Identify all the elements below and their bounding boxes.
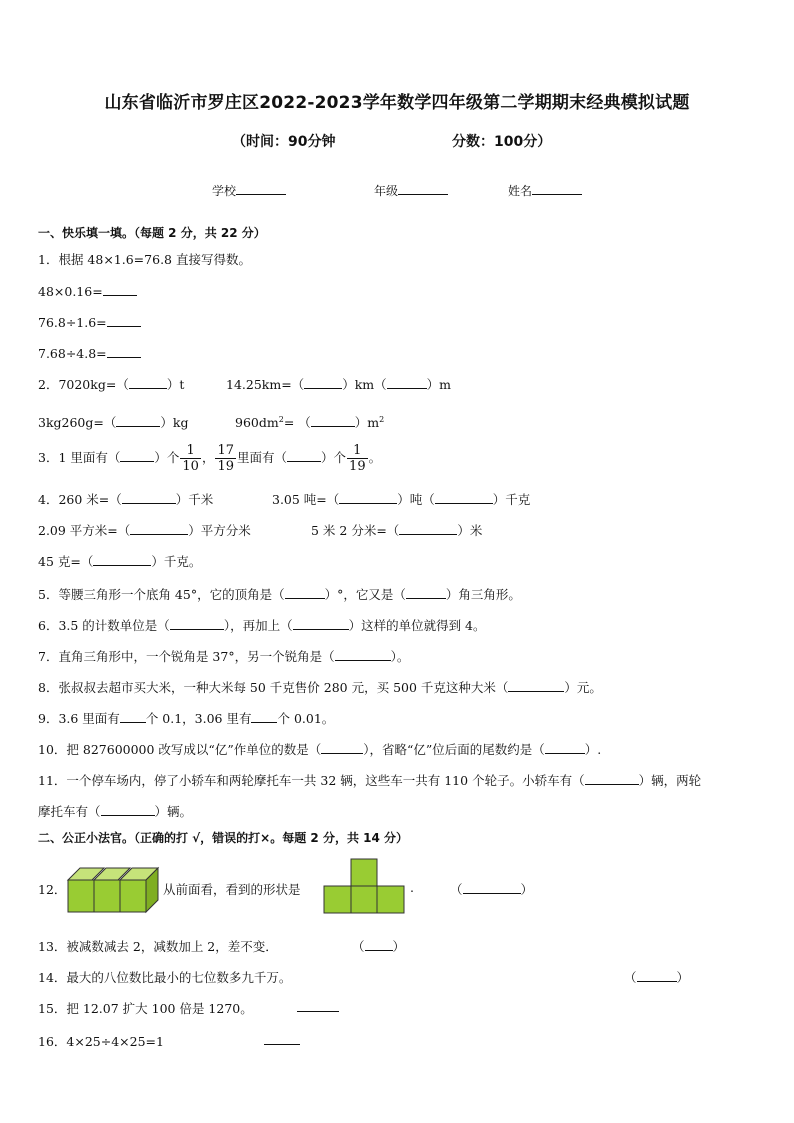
- q2-d: [235, 413, 384, 431]
- q9-p1: 9．3.6 里面有: [38, 711, 120, 726]
- q14-answer[interactable]: [624, 968, 689, 986]
- q6-p3: ）这样的单位就得到 4。: [348, 618, 486, 633]
- q13-blank[interactable]: [365, 938, 393, 951]
- front-view-figure: [322, 858, 406, 914]
- q4-b-right: ）千克: [492, 492, 531, 507]
- name-field[interactable]: [508, 182, 582, 199]
- q1-a-text: 48×0.16=: [38, 284, 103, 299]
- q4-b-mid: ）吨（: [397, 492, 435, 507]
- q1-c: [38, 345, 141, 361]
- q4-e: [38, 552, 201, 570]
- q4-a-left: 4．260 米=（: [38, 492, 122, 507]
- q5: [38, 585, 521, 603]
- grade-blank[interactable]: [398, 182, 448, 195]
- school-field[interactable]: [212, 182, 286, 199]
- q8-p1: 8．张叔叔去超市买大米，一种大米每 50 千克售价 280 元，买 500 千克这种大米（: [38, 680, 509, 695]
- q3-p1: 3．1 里面有（: [38, 450, 121, 465]
- q10-p2: ），省略“亿”位后面的尾数约是（: [363, 742, 545, 757]
- q7-p1: 7．直角三角形中，一个锐角是 37°，另一个锐角是（: [38, 649, 335, 664]
- q2-d-mid: = （: [283, 415, 311, 430]
- q5-p2: ）°，它又是（: [324, 587, 406, 602]
- q4-c-right: ）平方分米: [188, 523, 251, 538]
- q2-b-mid: ）km（: [342, 377, 387, 392]
- q16-answer[interactable]: [264, 1032, 300, 1048]
- q2-c: [38, 413, 188, 431]
- q11-p1: 11．一个停车场内，停了小轿车和两轮摩托车一共 32 辆，这些车一共有 110 个轮子。小轿车有（: [38, 773, 585, 788]
- q2-b-right: ）m: [426, 377, 451, 392]
- q4-d: [311, 521, 482, 539]
- q2-d-sup: 2: [278, 414, 284, 424]
- section-2-heading: 二、公正小法官。（正确的打 √，错误的打×。每题 2 分，共 14 分）: [38, 831, 408, 845]
- q3-p6: 。: [368, 450, 382, 465]
- q2-d-sup-2: 2: [379, 414, 385, 424]
- q5-p1: 5．等腰三角形一个底角 45°，它的顶角是（: [38, 587, 285, 602]
- cube-stack-figure: [66, 866, 162, 914]
- q7-blank[interactable]: [335, 648, 391, 661]
- q4-a: [38, 490, 213, 508]
- q6-blank-1[interactable]: [170, 617, 224, 630]
- q10-p3: ）.: [584, 742, 602, 757]
- q9-blank-1[interactable]: [120, 710, 146, 723]
- q12-blank[interactable]: [463, 881, 521, 894]
- q16-text: 16．4×25÷4×25=1: [38, 1034, 164, 1049]
- q2-c-left: 3kg260g=（: [38, 415, 117, 430]
- q1-c-blank[interactable]: [107, 345, 141, 358]
- q12-dot: .: [410, 880, 414, 895]
- q4-a-blank[interactable]: [122, 491, 176, 504]
- exam-time: （时间：90分钟: [232, 134, 336, 150]
- q12-text: 从前面看，看到的形状是: [163, 882, 301, 897]
- q3-blank-2[interactable]: [287, 449, 321, 462]
- school-label: 学校: [212, 184, 237, 198]
- front-view-squares: [324, 859, 404, 913]
- q6-blank-2[interactable]: [293, 617, 349, 630]
- grade-field[interactable]: [374, 182, 448, 199]
- q14-blank[interactable]: [637, 969, 677, 982]
- q15-blank[interactable]: [297, 999, 339, 1012]
- q15-answer[interactable]: [297, 999, 339, 1015]
- q2-a-blank[interactable]: [129, 376, 167, 389]
- section-1-heading: 一、快乐填一填。（每题 2 分，共 22 分）: [38, 226, 266, 240]
- q2-c-blank[interactable]: [116, 414, 160, 427]
- q2-d-right: ）m: [354, 415, 380, 430]
- q4-a-right: ）千米: [175, 492, 214, 507]
- q4-e-blank[interactable]: [93, 553, 151, 566]
- q4-b-left: 3.05 吨=（: [272, 492, 340, 507]
- q9: [38, 709, 334, 727]
- q5-p3: ）角三角形。: [445, 587, 521, 602]
- q6-p2: ），再加上（: [223, 618, 293, 633]
- q1-b-text: 76.8÷1.6=: [38, 315, 107, 330]
- q7: [38, 647, 409, 665]
- q6: [38, 616, 486, 634]
- q2-d-blank[interactable]: [311, 414, 355, 427]
- q13-paren-left: （: [352, 939, 365, 954]
- cube-stack-front-faces: [68, 880, 146, 912]
- q10-blank-2[interactable]: [545, 741, 585, 754]
- q1-stem: 1．根据 48×1.6=76.8 直接写得数。: [38, 252, 251, 267]
- q16-blank[interactable]: [264, 1032, 300, 1045]
- q4-c-blank[interactable]: [130, 522, 188, 535]
- q2-d-left: 960dm: [235, 415, 279, 430]
- q8: [38, 678, 602, 696]
- q3-p2: ）个: [154, 450, 180, 465]
- q3-blank-1[interactable]: [120, 449, 154, 462]
- q4-e-right: ）千克。: [151, 554, 202, 569]
- q8-p2: ）元。: [564, 680, 602, 695]
- q13-answer[interactable]: [352, 937, 405, 955]
- q4-d-right: ）米: [457, 523, 483, 538]
- q10: [38, 740, 601, 758]
- q9-blank-2[interactable]: [251, 710, 277, 723]
- q4-c: [38, 521, 251, 539]
- q14-paren-right: ）: [676, 970, 690, 985]
- q14-paren-left: （: [624, 970, 637, 985]
- q3-fraction-3: [347, 444, 368, 473]
- q3-fraction-2: [215, 444, 236, 473]
- exam-score: 分数：100分）: [452, 134, 552, 150]
- q11-p2: ）辆，两轮: [638, 773, 702, 788]
- q4-b-blank-2[interactable]: [435, 491, 493, 504]
- q2-a-left: 2．7020kg=（: [38, 377, 129, 392]
- q7-p2: ）。: [390, 649, 410, 664]
- q11-line-2: [38, 802, 192, 820]
- q3-fraction-1-numerator: 1: [180, 444, 201, 459]
- q2-b-left: 14.25km=（: [226, 377, 305, 392]
- q14-text: 14．最大的八位数比最小的七位数多九千万。: [38, 970, 292, 985]
- q2-b-blank-2[interactable]: [387, 376, 427, 389]
- name-label: 姓名: [508, 184, 533, 198]
- q3-fraction-1-denominator: 10: [182, 459, 199, 474]
- q13-paren-right: ）: [392, 939, 406, 954]
- q9-p2: 个 0.1，3.06 里有: [145, 711, 252, 726]
- grade-label: 年级: [374, 184, 399, 198]
- q11-blank-2[interactable]: [101, 803, 155, 816]
- q12-paren-right: ）: [520, 882, 534, 897]
- q2-a-right: ）t: [166, 377, 185, 392]
- q2-a: [38, 375, 184, 393]
- q10-blank-1[interactable]: [321, 741, 363, 754]
- q12-number: 12．: [38, 882, 67, 897]
- q3-p4: 里面有（: [237, 450, 288, 465]
- q3-fraction-1: [180, 444, 201, 473]
- q1-c-text: 7.68÷4.8=: [38, 346, 107, 361]
- q9-p3: 个 0.01。: [277, 711, 335, 726]
- q4-b-blank-1[interactable]: [339, 491, 397, 504]
- q1-a-blank[interactable]: [103, 283, 137, 296]
- q4-c-left: 2.09 平方米=（: [38, 523, 131, 538]
- q4-e-left: 45 克=（: [38, 554, 94, 569]
- q2-b-blank-1[interactable]: [304, 376, 342, 389]
- q4-b: [272, 490, 530, 508]
- q10-p1: 10．把 827600000 改写成以“亿”作单位的数是（: [38, 742, 322, 757]
- q3: [38, 444, 381, 473]
- q4-d-blank[interactable]: [399, 522, 457, 535]
- q12-answer[interactable]: [450, 880, 533, 898]
- q6-p1: 6．3.5 的计数单位是（: [38, 618, 170, 633]
- exam-title: 山东省临沂市罗庄区2022-2023学年数学四年级第二学期期末经典模拟试题: [104, 93, 690, 113]
- name-blank[interactable]: [532, 182, 582, 195]
- school-blank[interactable]: [236, 182, 286, 195]
- q11-p4: ）辆。: [154, 804, 193, 819]
- q1-a: [38, 283, 137, 299]
- q13-text: 13．被减数减去 2，减数加上 2，差不变．: [38, 939, 278, 954]
- q2-b: [226, 375, 451, 393]
- q2-c-right: ）kg: [160, 415, 189, 430]
- q5-blank-2[interactable]: [406, 586, 446, 599]
- q3-p3: ，: [201, 450, 215, 465]
- q1-b: [38, 314, 141, 330]
- q11-line-1: [38, 771, 701, 789]
- q3-fraction-3-numerator: 1: [347, 444, 368, 459]
- q11-p3: 摩托车有（: [38, 804, 101, 819]
- q11-blank-1[interactable]: [585, 772, 639, 785]
- q3-fraction-3-denominator: 19: [349, 459, 366, 474]
- q3-fraction-2-denominator: 19: [217, 459, 235, 474]
- q3-p5: ）个: [321, 450, 347, 465]
- cube-stack-top-faces: [68, 868, 158, 880]
- q1-b-blank[interactable]: [107, 314, 141, 327]
- q3-fraction-2-numerator: 17: [217, 443, 235, 458]
- q12-paren-left: （: [450, 882, 463, 897]
- q4-d-left: 5 米 2 分米=（: [311, 523, 400, 538]
- q5-blank-1[interactable]: [285, 586, 325, 599]
- q8-blank[interactable]: [508, 679, 564, 692]
- q15-text: 15．把 12.07 扩大 100 倍是 1270。: [38, 1001, 253, 1016]
